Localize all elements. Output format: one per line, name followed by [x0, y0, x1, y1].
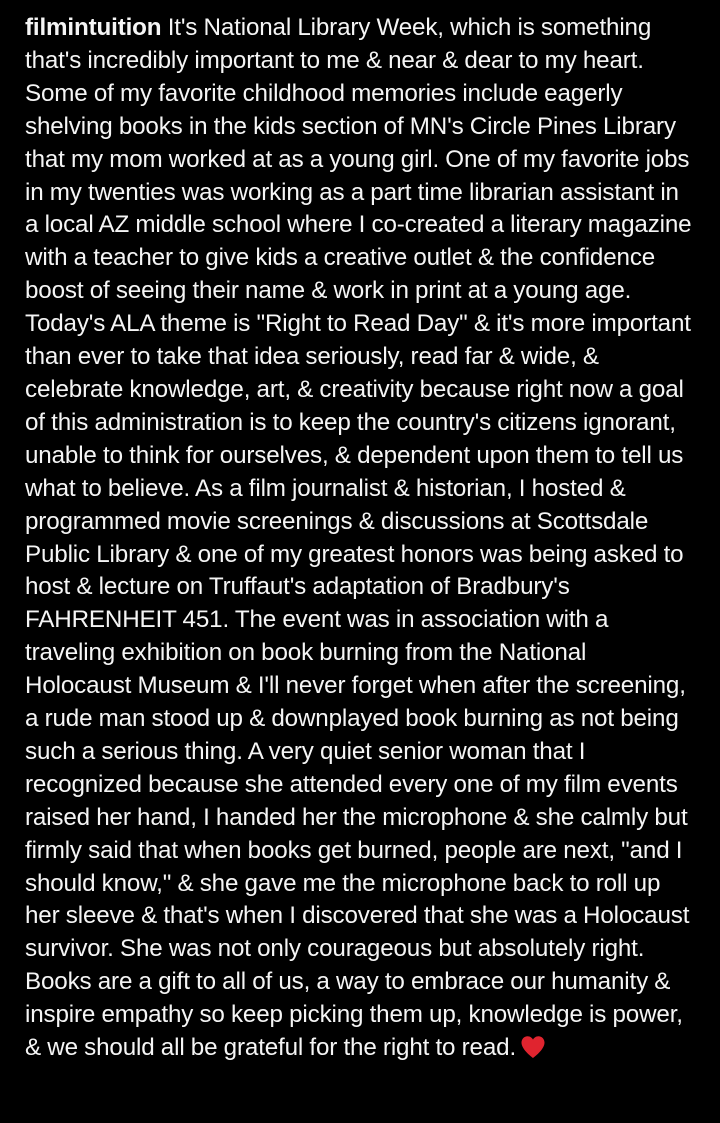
red-heart-icon — [520, 1035, 546, 1059]
caption-text: It's National Library Week, which is something that's incredibly important to me & near & dear to my heart. Some of my favorite childhood memories include eagerly shelving books in the kids section of MN's Circle Pines Library that my mom worked at as a young girl. One of my favorite jobs in my twenties was working as a part time librarian assistant in a local AZ middle school where I co-created a literary magazine with a teacher to give kids a creative outlet & the confidence boost of seeing their name & work in print at a young age. Today's ALA theme is "Right to Read Day" & it's more important than ever to take that idea seriously, read far & wide, & celebrate knowledge, art, & creativity because right now a goal of this administration is to keep the country's citizens ignorant, unable to think for ourselves, & dependent upon them to tell us what to believe. As a film journalist & historian, I hosted & programmed movie screenings & discussions at Scottsdale Public Library & one of my greatest honors was being asked to host & lecture on Truffaut's adaptation of Bradbury's FAHRENHEIT 451. The event was in association with a traveling exhibition on book burning from the National Holocaust Museum & I'll never forget when after the screening, a rude man stood up & downplayed book burning as not being such a serious thing. A very quiet senior woman that I recognized because she attended every one of my film events raised her hand, I handed her the microphone & she calmly but firmly said that when books get burned, people are next, "and I should know," & she gave me the microphone back to roll up her sleeve & that's when I discovered that she was a Holocaust survivor. She was not only courageous but absolutely right. Books are a gift to all of us, a way to embrace our humanity & inspire empathy so keep picking them up, knowledge is power, & we should all be grateful for the right to read. — [25, 14, 692, 1062]
username-link[interactable]: filmintuition — [25, 14, 162, 41]
post-caption — [25, 12, 697, 1065]
